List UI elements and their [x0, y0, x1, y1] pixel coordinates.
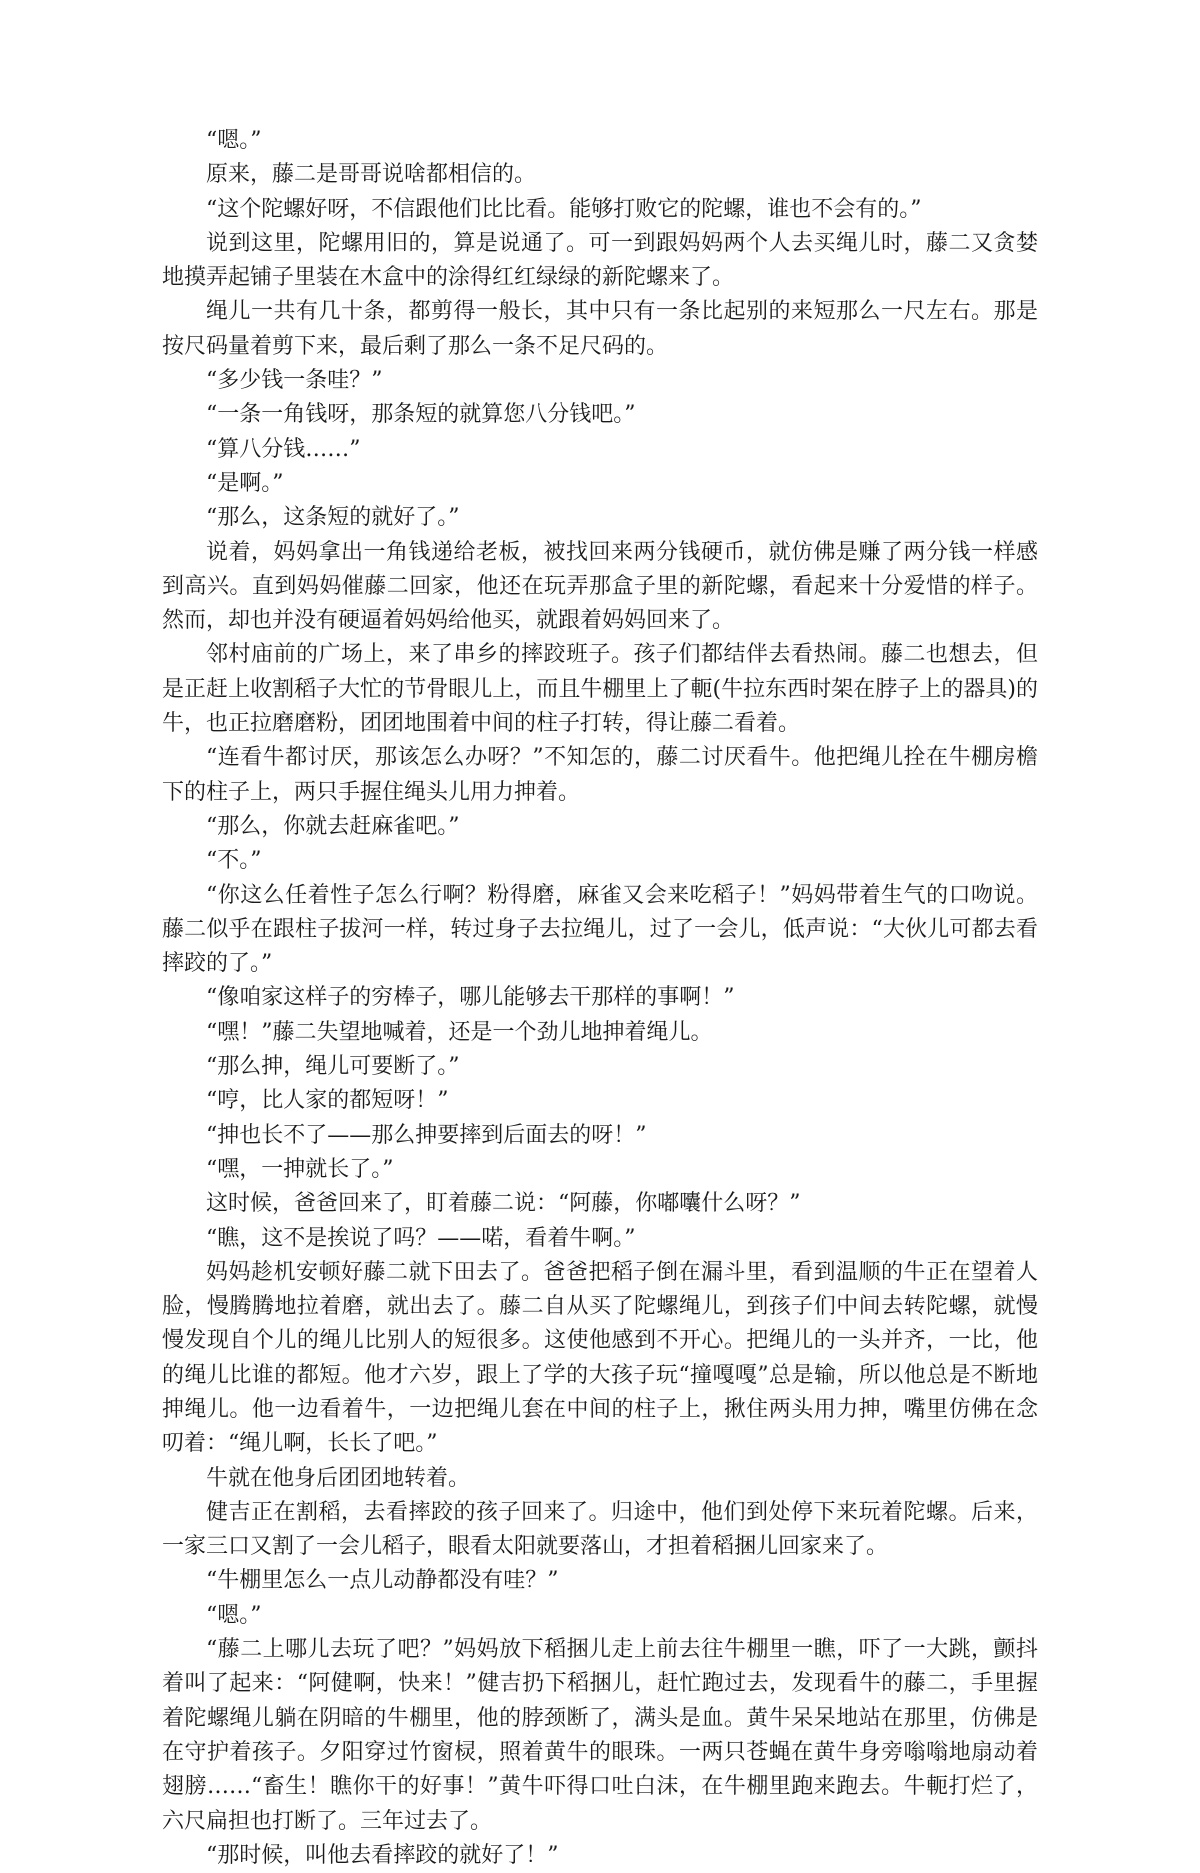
- paragraph: 说着，妈妈拿出一角钱递给老板，被找回来两分钱硬币，就仿佛是赚了两分钱一样感到高兴。直到妈妈催藤二回家，他还在玩弄那盒子里的新陀螺，看起来十分爱惜的样子。然而，却也并没有硬逼着妈妈给他买，就跟着妈妈回来了。: [162, 539, 1038, 634]
- paragraph: “哼，比人家的都短呀！”: [206, 1088, 449, 1114]
- paragraph: “那时候，叫他去看摔跤的就好了！”: [206, 1842, 559, 1868]
- paragraph: 绳儿一共有几十条，都剪得一般长，其中只有一条比起别的来短那么一尺左右。那是按尺码量着剪下来，最后剩了那么一条不足尺码的。: [162, 299, 1038, 359]
- paragraph: “这个陀螺好呀，不信跟他们比比看。能够打败它的陀螺，谁也不会有的。”: [206, 196, 922, 222]
- paragraph: “嘿！”藤二失望地喊着，还是一个劲儿地抻着绳儿。: [206, 1019, 713, 1045]
- paragraph: “连看牛都讨厌，那该怎么办呀？”不知怎的，藤二讨厌看牛。他把绳儿拴在牛棚房檐下的柱子上，两只手握住绳头儿用力抻着。: [162, 745, 1038, 805]
- paragraph: “一条一角钱呀，那条短的就算您八分钱吧。”: [206, 402, 636, 428]
- paragraph: 妈妈趁机安顿好藤二就下田去了。爸爸把稻子倒在漏斗里，看到温顺的牛正在望着人脸，慢腾腾地拉着磨，就出去了。藤二自从买了陀螺绳儿，到孩子们中间去转陀螺，就慢慢发现自个儿的绳儿比别人的短很多。这使他感到不开心。把绳儿的一头并齐，一比，他的绳儿比谁的都短。他才六岁，跟上了学的大孩子玩“撞嘎嘎”总是输，所以他总是不断地抻绳儿。他一边看着牛，一边把绳儿套在中间的柱子上，揪住两头用力抻，嘴里仿佛在念叨着：“绳儿啊，长长了吧。”: [162, 1259, 1038, 1457]
- paragraph: “那么，你就去赶麻雀吧。”: [206, 813, 460, 839]
- paragraph: “多少钱一条哇？”: [206, 368, 383, 394]
- paragraph: “嘿，一抻就长了。”: [206, 1156, 394, 1182]
- paragraph: “嗯。”: [206, 128, 262, 153]
- paragraph: “像咱家这样子的穷棒子，哪儿能够去干那样的事啊！”: [206, 985, 735, 1011]
- paragraph: “抻也长不了——那么抻要摔到后面去的呀！”: [206, 1122, 647, 1148]
- story-text: [162, 124, 1038, 1873]
- paragraph: 牛就在他身后团团地转着。: [206, 1465, 471, 1491]
- paragraph: “不。”: [206, 848, 262, 874]
- paragraph: “瞧，这不是挨说了吗？——喏，看着牛啊。”: [206, 1225, 636, 1251]
- paragraph: “牛棚里怎么一点儿动静都没有哇？”: [206, 1568, 559, 1594]
- paragraph: “是啊。”: [206, 470, 284, 496]
- paragraph: 邻村庙前的广场上，来了串乡的摔跤班子。孩子们都结伴去看热闹。藤二也想去，但是正赶上收割稻子大忙的节骨眼儿上，而且牛棚里上了軛(牛拉东西时架在脖子上的器具)的牛，也正拉磨磨粉，团团地围着中间的柱子打转，得让藤二看着。: [162, 642, 1038, 737]
- paragraph: 原来，藤二是哥哥说啥都相信的。: [206, 162, 537, 188]
- paragraph: 说到这里，陀螺用旧的，算是说通了。可一到跟妈妈两个人去买绳儿时，藤二又贪婪地摸弄起铺子里装在木盒中的涂得红红绿绿的新陀螺来了。: [162, 230, 1038, 291]
- paragraph: 这时候，爸爸回来了，盯着藤二说：“阿藤，你嘟囔什么呀？”: [206, 1191, 801, 1217]
- paragraph: “你这么任着性子怎么行啊？粉得磨，麻雀又会来吃稻子！”妈妈带着生气的口吻说。藤二似乎在跟柱子拔河一样，转过身子去拉绳儿，过了一会儿，低声说：“大伙儿可都去看摔跤的了。”: [162, 882, 1038, 977]
- paragraph: “那么，这条短的就好了。”: [206, 505, 460, 531]
- paragraph: “嗯。”: [206, 1602, 262, 1628]
- paragraph: “算八分钱……”: [206, 436, 361, 462]
- paragraph: “藤二上哪儿去玩了吧？”妈妈放下稻捆儿走上前去往牛棚里一瞧，吓了一大跳，颤抖着叫了起来：“阿健啊，快来！”健吉扔下稻捆儿，赶忙跑过去，发现看牛的藤二，手里握着陀螺绳儿躺在阴暗的牛棚里，他的脖颈断了，满头是血。黄牛呆呆地站在那里，仿佛是在守护着孩子。夕阳穿过竹窗棂，照着黄牛的眼珠。一两只苍蝇在黄牛身旁嗡嗡地扇动着翅膀……“畜生！瞧你干的好事！”黄牛吓得口吐白沫，在牛棚里跑来跑去。牛軛打烂了，六尺扁担也打断了。三年过去了。: [162, 1637, 1038, 1834]
- paragraph: “那么抻，绳儿可要断了。”: [206, 1054, 460, 1080]
- paragraph: 健吉正在割稻，去看摔跤的孩子回来了。归途中，他们到处停下来玩着陀螺。后来，一家三口又割了一会儿稻子，眼看太阳就要落山，才担着稻捆儿回家来了。: [162, 1499, 1038, 1560]
